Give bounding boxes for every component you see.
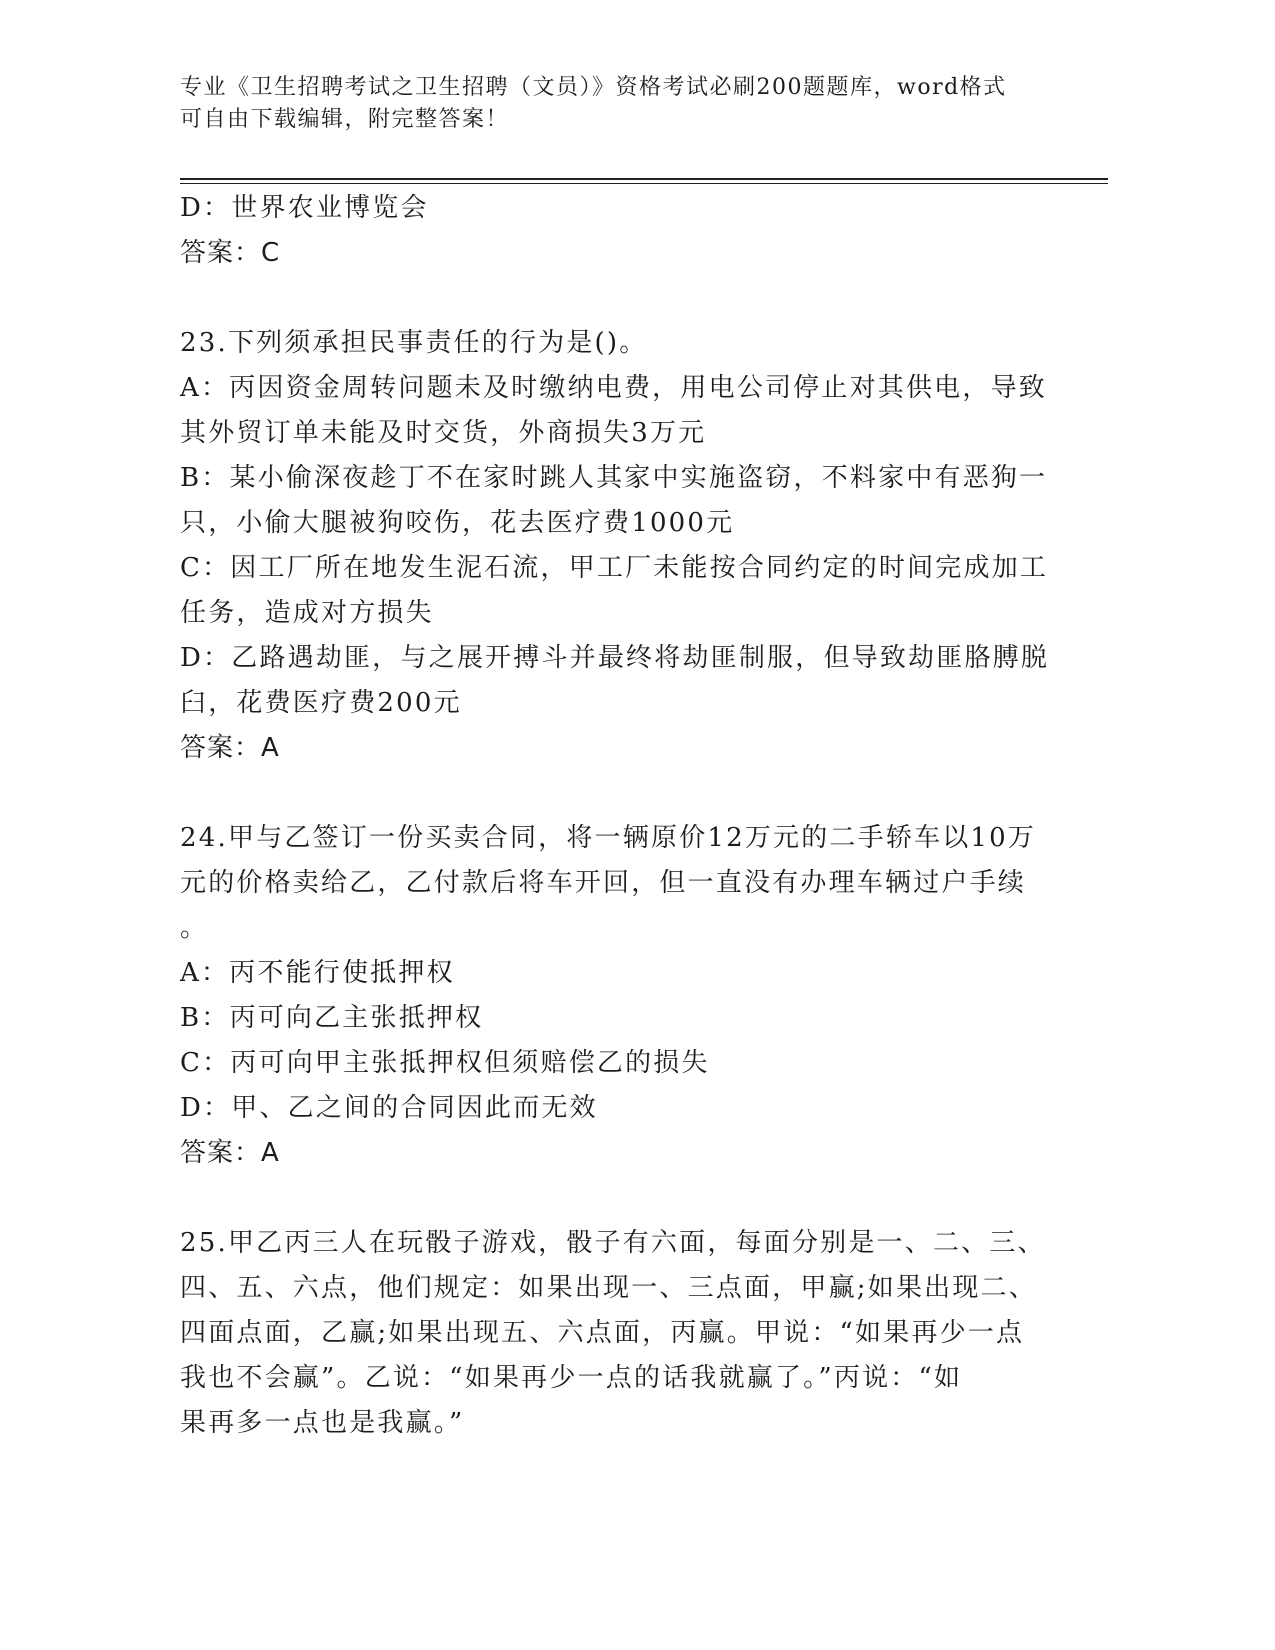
option-c: C：丙可向甲主张抵押权但须赔偿乙的损失	[180, 1048, 710, 1078]
question-25	[180, 1221, 1080, 1446]
question-stem: 24.甲与乙签订一份买卖合同，将一辆原价12万元的二手轿车以10万	[180, 823, 1037, 853]
question-stem-continued: 元的价格卖给乙，乙付款后将车开回，但一直没有办理车辆过户手续	[180, 868, 1027, 898]
option-d: D：乙路遇劫匪，与之展开搏斗并最终将劫匪制服，但导致劫匪胳膊脱	[180, 643, 1050, 673]
option-d: D：甲、乙之间的合同因此而无效	[180, 1093, 598, 1123]
answer-line: 答案：A	[180, 733, 280, 763]
header-title-line-1: 专业《卫生招聘考试之卫生招聘（文员）》资格考试必刷200题题库，word格式	[180, 75, 1007, 100]
option-a-continued: 其外贸订单未能及时交货，外商损失3万元	[180, 418, 707, 448]
question-stem-continued: 我也不会赢”。乙说：“如果再少一点的话我就赢了。”丙说：“如	[180, 1363, 963, 1393]
answer-line: 答案：A	[180, 1138, 280, 1168]
question-stem: 23.下列须承担民事责任的行为是()。	[180, 328, 648, 358]
document-body	[180, 186, 1080, 1446]
question-stem-continued: 。	[180, 913, 209, 943]
option-b-continued: 只，小偷大腿被狗咬伤，花去医疗费1000元	[180, 508, 735, 538]
answer-line: 答案：C	[180, 238, 281, 268]
option-c-continued: 任务，造成对方损失	[180, 598, 434, 628]
option-d-continued: 臼，花费医疗费200元	[180, 688, 462, 718]
header-divider-thick	[180, 178, 1108, 180]
option-a: A：丙不能行使抵押权	[180, 958, 455, 988]
option-a: A：丙因资金周转问题未及时缴纳电费，用电公司停止对其供电，导致	[180, 373, 1047, 403]
option-d: D：世界农业博览会	[180, 193, 429, 223]
question-stem: 25.甲乙丙三人在玩骰子游戏，骰子有六面，每面分别是一、二、三、	[180, 1228, 1046, 1258]
document-header	[180, 72, 1080, 136]
question-23	[180, 321, 1080, 771]
spacer	[180, 771, 1080, 816]
previous-question-tail	[180, 186, 1080, 276]
option-b: B：某小偷深夜趁丁不在家时跳人其家中实施盗窃，不料家中有恶狗一	[180, 463, 1048, 493]
question-stem-continued: 四、五、六点，他们规定：如果出现一、三点面，甲赢;如果出现二、	[180, 1273, 1037, 1303]
header-title-line-2: 可自由下载编辑，附完整答案！	[180, 107, 510, 132]
spacer	[180, 276, 1080, 321]
question-stem-continued: 四面点面，乙赢;如果出现五、六点面，丙赢。甲说：“如果再少一点	[180, 1318, 1025, 1348]
header-divider-thin	[180, 183, 1108, 184]
question-24	[180, 816, 1080, 1176]
option-b: B：丙可向乙主张抵押权	[180, 1003, 484, 1033]
question-stem-continued: 果再多一点也是我赢。”	[180, 1408, 465, 1438]
option-c: C：因工厂所在地发生泥石流，甲工厂未能按合同约定的时间完成加工	[180, 553, 1049, 583]
spacer	[180, 1176, 1080, 1221]
